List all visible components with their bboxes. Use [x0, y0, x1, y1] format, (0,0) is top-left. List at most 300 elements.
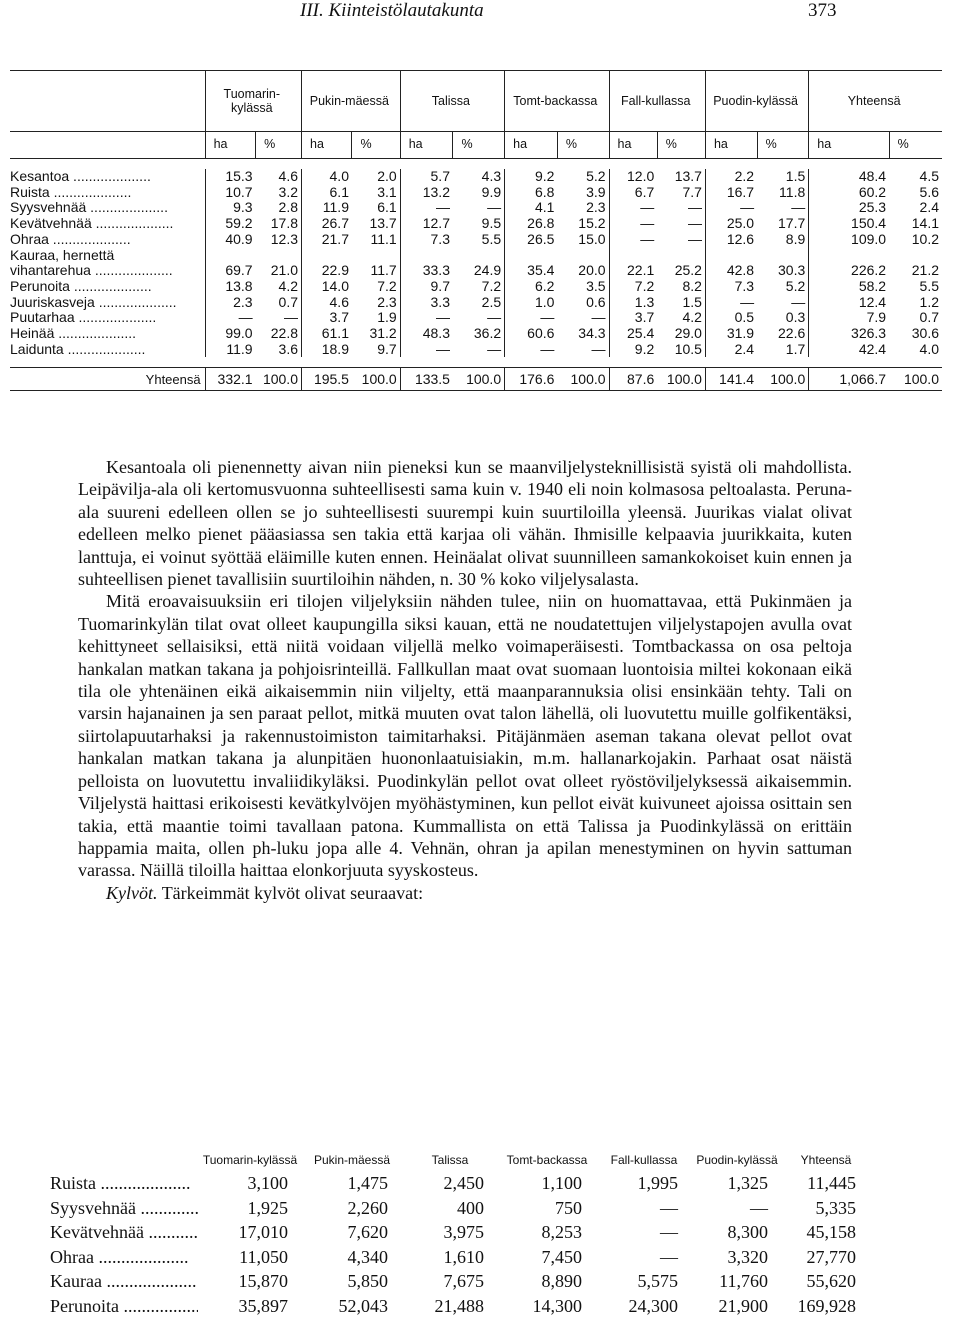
- row-label: Ohraa .....: [50, 1245, 198, 1270]
- table-cell: 31.9: [705, 326, 757, 342]
- table-cell: —: [487, 340, 502, 357]
- table-cell: 1.2: [919, 293, 939, 310]
- table-cell: [657, 248, 705, 264]
- table-cell: 100.0: [557, 368, 609, 391]
- unit-header: ha: [302, 132, 352, 159]
- table-cell: 22.6: [778, 325, 806, 342]
- col-header: Pukin-mäessä: [302, 71, 401, 132]
- table-cell: 4.1: [505, 200, 558, 216]
- table-cell: 87.6: [609, 368, 657, 391]
- table-cell: 9.9: [481, 183, 502, 200]
- table-cell: —: [487, 309, 502, 326]
- table-cell: 100.0: [657, 368, 705, 391]
- table-cell: [609, 248, 657, 264]
- table-cell: —: [609, 200, 657, 216]
- table-cell: 24,300: [628, 1295, 678, 1316]
- table-cell: 0.7: [278, 293, 298, 310]
- table-cell: 169,928: [797, 1295, 856, 1316]
- table-cell: 48.4: [809, 169, 889, 185]
- table-cell: 6.1: [302, 185, 352, 201]
- row-label: Ruista .....: [50, 1171, 198, 1196]
- col-header: Tomt-backassa: [505, 71, 609, 132]
- table-cell: 1,925: [247, 1197, 288, 1218]
- table-cell: [400, 248, 453, 264]
- table-cell: 48.3: [400, 326, 453, 342]
- table-cell: 30.3: [778, 262, 806, 279]
- table-cell: 5.2: [586, 168, 606, 184]
- table-cell: 11.7: [370, 262, 397, 279]
- table-cell: 176.6: [505, 368, 558, 391]
- table-cell: 1.3: [609, 295, 657, 311]
- table-cell: 2,260: [347, 1197, 388, 1218]
- table-cell: 10.2: [911, 230, 939, 247]
- table-cell: 2.4: [919, 199, 939, 216]
- table-cell: 13.7: [369, 215, 397, 232]
- table-cell: 30.6: [911, 325, 939, 342]
- table-cell: 27,770: [806, 1246, 856, 1267]
- table-cell: 3.2: [278, 183, 298, 200]
- table-cell: 5.7: [400, 169, 453, 185]
- unit-header: ha: [705, 132, 757, 159]
- col-header: Pukin-mäessä: [313, 1153, 391, 1167]
- table-cell: 7.3: [705, 279, 757, 295]
- table-cell: 150.4: [809, 216, 889, 232]
- table-cell: 12.0: [609, 169, 657, 185]
- table-cell: 4.2: [682, 309, 702, 326]
- table-cell: 3.5: [586, 277, 606, 294]
- table-cell: [889, 248, 942, 264]
- table-cell: 7.7: [682, 183, 702, 200]
- table-cell: 3,100: [247, 1173, 288, 1193]
- table-cell: 22.8: [270, 325, 298, 342]
- table-cell: 26.7: [302, 216, 352, 232]
- table-cell: 7,450: [541, 1246, 582, 1267]
- table-cell: 400: [457, 1197, 484, 1218]
- header-blank: [10, 71, 205, 132]
- table-cell: —: [687, 199, 702, 216]
- table-cell: 11,445: [807, 1173, 856, 1193]
- unit-header: %: [557, 132, 609, 159]
- table-cell: 15.2: [578, 215, 606, 232]
- table-cell: 326.3: [809, 326, 889, 342]
- table-cell: 21,488: [434, 1295, 484, 1316]
- col-header: Fall-kullassa: [610, 1153, 678, 1167]
- table-cell: —: [687, 215, 702, 232]
- row-label: Kevätvehnää .....: [50, 1220, 198, 1245]
- table-cell: 4.2: [278, 277, 298, 294]
- table-cell: 25.2: [674, 262, 702, 279]
- crop-area-table: [10, 70, 942, 391]
- table-cell: —: [705, 200, 757, 216]
- row-label: Syysvehnää .....: [50, 1196, 198, 1221]
- unit-header-row: [10, 132, 942, 159]
- table-cell: 13.2: [400, 185, 453, 201]
- table-cell: —: [284, 309, 298, 326]
- table-row: [10, 342, 942, 358]
- table-cell: 6.7: [609, 185, 657, 201]
- table-cell: 3.7: [609, 310, 657, 326]
- unit-header: ha: [809, 132, 889, 159]
- table-cell: 6.8: [505, 185, 558, 201]
- table-cell: 22.9: [302, 263, 352, 279]
- row-label: Perunoita .....: [10, 279, 205, 295]
- table-cell: —: [609, 216, 657, 232]
- table-cell: 11,760: [719, 1271, 768, 1291]
- table-cell: 10.7: [205, 185, 255, 201]
- table-cell: 1,995: [637, 1173, 678, 1193]
- table-cell: 24.9: [473, 262, 502, 279]
- table-cell: 11,050: [239, 1246, 288, 1267]
- table-row: [10, 295, 942, 311]
- table-cell: 100.0: [352, 368, 400, 391]
- table-cell: 34.3: [578, 325, 606, 342]
- table-cell: —: [591, 340, 606, 357]
- table-cell: 3.3: [400, 295, 453, 311]
- table-cell: —: [687, 230, 702, 247]
- table-cell: 40.9: [205, 232, 255, 248]
- table-header-row: [10, 71, 942, 132]
- table-cell: 11.1: [370, 230, 397, 247]
- table-cell: 22.1: [609, 263, 657, 279]
- col-header: Tuomarin-kylässä: [202, 1153, 298, 1167]
- table-cell: 6.1: [377, 199, 397, 216]
- table-row: [50, 1294, 870, 1318]
- unit-header: %: [757, 132, 809, 159]
- table-cell: 109.0: [809, 232, 889, 248]
- table-cell: 8,300: [727, 1222, 768, 1242]
- table-row: [10, 279, 942, 295]
- table-cell: 69.7: [205, 263, 255, 279]
- table-cell: 195.5: [302, 368, 352, 391]
- row-label: Perunoita .....: [50, 1294, 198, 1318]
- table-cell: 7.3: [400, 232, 453, 248]
- table-cell: —: [400, 342, 453, 358]
- table-cell: 26.8: [505, 216, 558, 232]
- table-cell: —: [705, 295, 757, 311]
- table-cell: 4.3: [481, 168, 502, 184]
- body-text: [78, 456, 852, 904]
- table-cell: —: [591, 309, 606, 326]
- table-row: [10, 263, 942, 279]
- table-row: [10, 216, 942, 232]
- table-cell: 100.0: [256, 368, 302, 391]
- table-cell: 141.4: [705, 368, 757, 391]
- row-label: Kevätvehnää .....: [10, 216, 205, 232]
- table-cell: 1,100: [541, 1173, 582, 1193]
- table-cell: 5,850: [347, 1271, 388, 1291]
- table-cell: 2.2: [705, 169, 757, 185]
- table-cell: 17.8: [270, 215, 298, 232]
- table-cell: 0.5: [705, 310, 757, 326]
- table-cell: —: [505, 310, 558, 326]
- table-cell: 8,890: [541, 1271, 582, 1291]
- table-cell: 17.7: [778, 215, 806, 232]
- table-cell: [205, 248, 255, 264]
- table-cell: [809, 248, 889, 264]
- table-cell: 1,475: [347, 1173, 388, 1193]
- chapter-title: III. Kiinteistölautakunta: [300, 0, 484, 21]
- table-cell: 4,340: [347, 1246, 388, 1267]
- table-cell: 11.8: [779, 183, 806, 200]
- table-cell: —: [791, 293, 806, 310]
- table-cell: 13.7: [674, 168, 702, 184]
- table-cell: 59.2: [205, 216, 255, 232]
- table-cell: 15.3: [205, 169, 255, 185]
- col-header: Tomt-backassa: [506, 1153, 588, 1167]
- table-cell: [256, 248, 302, 264]
- table-cell: 332.1: [205, 368, 255, 391]
- table-row: [10, 368, 942, 391]
- table-cell: 52,043: [338, 1295, 388, 1316]
- table-cell: 5.6: [919, 183, 939, 200]
- table-row: [50, 1245, 870, 1270]
- table-cell: 7.2: [481, 277, 502, 294]
- table-cell: 99.0: [205, 326, 255, 342]
- table-cell: 1.5: [785, 168, 806, 184]
- header-blank: [50, 1130, 198, 1171]
- table-row: [10, 232, 942, 248]
- table-cell: 1,066.7: [809, 368, 889, 391]
- table-cell: 29.0: [674, 325, 702, 342]
- table-cell: —: [505, 342, 558, 358]
- row-label: Ohraa .....: [10, 232, 205, 248]
- table-cell: 100.0: [453, 368, 505, 391]
- table-cell: 8,253: [541, 1222, 582, 1242]
- col-header: Fall-kullassa: [609, 71, 705, 132]
- table-row: [10, 310, 942, 326]
- table-cell: 42.4: [809, 342, 889, 358]
- table-row: [10, 200, 942, 216]
- table-row: [50, 1171, 870, 1196]
- section-heading: Kylvöt.: [106, 882, 158, 903]
- row-label: Juuriskasveja .....: [10, 295, 205, 311]
- table-cell: —: [791, 199, 806, 216]
- table-cell: 100.0: [757, 368, 809, 391]
- table-cell: 5.5: [919, 277, 939, 294]
- row-label: vihantarehua .....: [10, 263, 205, 279]
- table-cell: 9.3: [205, 200, 255, 216]
- table-cell: [757, 248, 809, 264]
- col-header: Puodin-kylässä: [696, 1153, 778, 1167]
- table-body: [50, 1171, 870, 1318]
- header-blank: [10, 132, 205, 159]
- table-cell: 1.5: [682, 293, 702, 310]
- row-label: Laidunta .....: [10, 342, 205, 358]
- table-cell: 2.3: [377, 293, 397, 310]
- table-cell: 9.7: [400, 279, 453, 295]
- unit-header: ha: [400, 132, 453, 159]
- unit-header: %: [889, 132, 942, 159]
- table-cell: 3.6: [278, 340, 298, 357]
- table-cell: 9.2: [609, 342, 657, 358]
- section-intro: Tärkeimmät kylvöt olivat seuraavat:: [161, 882, 424, 903]
- table-cell: 16.7: [705, 185, 757, 201]
- table-cell: —: [750, 1197, 768, 1218]
- table-cell: 33.3: [400, 263, 453, 279]
- table-cell: 36.2: [473, 325, 502, 342]
- table-cell: 20.0: [578, 262, 606, 279]
- unit-header: ha: [609, 132, 657, 159]
- table-row: [50, 1220, 870, 1245]
- table-cell: 9.2: [505, 169, 558, 185]
- table-row: [50, 1269, 870, 1294]
- table-row: [10, 169, 942, 185]
- table-cell: 1,610: [443, 1246, 484, 1267]
- table-row: [10, 326, 942, 342]
- table-cell: 35,897: [238, 1295, 288, 1316]
- table-cell: 5,575: [637, 1271, 678, 1291]
- table-cell: 18.9: [302, 342, 352, 358]
- table-cell: 11.9: [302, 200, 352, 216]
- table-cell: 4.6: [302, 295, 352, 311]
- table-cell: —: [609, 232, 657, 248]
- table-cell: 6.2: [505, 279, 558, 295]
- col-header: Talissa: [431, 1153, 469, 1167]
- running-header: [0, 0, 960, 26]
- row-label: Ruista .....: [10, 185, 205, 201]
- table-cell: 1,325: [727, 1173, 768, 1193]
- table-row: [50, 1196, 870, 1221]
- table-cell: 0.3: [785, 309, 806, 326]
- table-cell: 25.4: [609, 326, 657, 342]
- table-cell: 10.5: [674, 340, 702, 357]
- table-cell: 5.5: [481, 230, 502, 247]
- table-cell: 11.9: [205, 342, 255, 358]
- table-cell: 13.8: [205, 279, 255, 295]
- table-cell: [302, 248, 352, 264]
- col-header: Yhteensä: [809, 71, 942, 132]
- table-cell: 4.6: [278, 168, 298, 184]
- table-cell: —: [660, 1197, 678, 1218]
- table-cell: 0.6: [586, 293, 606, 310]
- table-cell: 100.0: [889, 368, 942, 391]
- table-cell: 12.7: [400, 216, 453, 232]
- table-cell: 12.6: [705, 232, 757, 248]
- table-cell: 9.5: [481, 215, 502, 232]
- table-cell: 5.2: [785, 277, 806, 294]
- table-cell: 0.7: [919, 309, 939, 326]
- table-cell: [453, 248, 505, 264]
- page-number: 373: [808, 0, 837, 21]
- table-cell: —: [660, 1246, 678, 1267]
- table-cell: 60.2: [809, 185, 889, 201]
- table-cell: 15,870: [238, 1271, 288, 1291]
- table-cell: 4.0: [302, 169, 352, 185]
- table-cell: 26.5: [505, 232, 558, 248]
- table-cell: 12.3: [270, 230, 298, 247]
- table-cell: —: [487, 199, 502, 216]
- table-cell: 750: [555, 1197, 582, 1218]
- table-cell: 1.7: [785, 340, 806, 357]
- table-cell: 3.1: [377, 183, 397, 200]
- table-cell: —: [400, 310, 453, 326]
- col-header: Yhteensä: [800, 1153, 852, 1167]
- table-cell: 3.9: [586, 183, 606, 200]
- table-cell: 133.5: [400, 368, 453, 391]
- table-cell: 226.2: [809, 263, 889, 279]
- table-cell: 7.9: [809, 310, 889, 326]
- table-cell: 2.0: [377, 168, 397, 184]
- sowing-table: [50, 1130, 870, 1318]
- table-cell: 3,975: [443, 1222, 484, 1242]
- table-cell: 42.8: [705, 263, 757, 279]
- table-cell: 25.0: [705, 216, 757, 232]
- table-cell: 45,158: [806, 1222, 856, 1242]
- table-cell: 2.3: [586, 199, 606, 216]
- table-cell: 5,335: [815, 1197, 856, 1218]
- table-cell: 61.1: [302, 326, 352, 342]
- paragraph: [78, 882, 852, 904]
- row-label: Kesantoa .....: [10, 169, 205, 185]
- col-header: Talissa: [400, 71, 504, 132]
- table-cell: [352, 248, 400, 264]
- row-label: Kauraa, hernettä: [10, 247, 115, 263]
- table-cell: 2,450: [443, 1173, 484, 1193]
- row-label: Puutarhaa .....: [10, 310, 205, 326]
- table-cell: [505, 248, 558, 264]
- unit-header: %: [657, 132, 705, 159]
- paragraph: Mitä eroavaisuuksiin eri tilojen viljelyksiin nähden tulee, niin on huomattavaa, että Pukinmäen ja Tuomarinkylän tilat ovat olleet kaupungilla siksi kauan, että ne noudatettujen viljelystapojen avulla ovat kehittyneet sellaisiksi, että niitä voidaan viljellä melko voimaperäisesti. Tomtbackassa on osa peltoja hankalan matkan takana ja pohjoisrinteillä. Fallkullan maat ovat suomaan luontoisia miltei kokonaan eikä tila ole yhtenäinen eikä aikaisemmin niin viljelty, että maanparannuksia olisi ensinkään tehty. Tali on varsin hajanainen ja sen paraat pellot, mitkä muuten ovat talon lähellä, oli luovutettu muille golfikentäksi, siirtolapuutarhaksi ja rakennustoimiston taimitarhaksi. Pitäjänmäen aseman takana olevat pellot ovat hankalan matkan takana ja alunpitäen huononlaatuisiakin, m.m. hallanarkojakin. Parhaat osat näistä pelloista on luovutettu invaliidikyläksi. Puodinkylän pellot ovat olleet ryöstöviljelyksessä aikaisemmin. Viljelystä haittasi erikoisesti kevätkylvöjen myöhästyminen, kun pellot eivät kuivuneet ajoissa osittain sen takia, että maantie toimi tavallaan patona. Kummallista on että Talissa ja Puodinkylässä on erittäin happamia maita, ollen ph-luku jopa alle 4. Vehnän, ohran ja apilan menestyminen on hyvin sattuman varassa. Näillä tiloilla haittaa elonkorjuuta syyskosteus.: [78, 591, 852, 881]
- table-row: [10, 185, 942, 201]
- table-cell: 14.0: [302, 279, 352, 295]
- table-header-row: [50, 1130, 870, 1171]
- table-cell: 14,300: [532, 1295, 582, 1316]
- table-cell: —: [400, 200, 453, 216]
- table-cell: 17,010: [238, 1222, 288, 1242]
- table-cell: 7,675: [443, 1271, 484, 1291]
- table-cell: [705, 248, 757, 264]
- table-cell: 3,320: [727, 1246, 768, 1267]
- table-cell: 8.9: [785, 230, 806, 247]
- unit-header: ha: [205, 132, 255, 159]
- table-cell: 12.4: [809, 295, 889, 311]
- row-label: Yhteensä: [10, 368, 205, 391]
- table-cell: 31.2: [369, 325, 397, 342]
- table-cell: 2.4: [705, 342, 757, 358]
- unit-header: %: [256, 132, 302, 159]
- table-cell: 2.8: [278, 199, 298, 216]
- table-cell: 21.2: [911, 262, 939, 279]
- table-cell: 21.0: [270, 262, 298, 279]
- table-cell: 1.9: [377, 309, 397, 326]
- table-cell: 7.2: [377, 277, 397, 294]
- table-cell: 4.5: [919, 168, 939, 184]
- table-row: [10, 248, 942, 264]
- paragraph: Kesantoala oli pienennetty aivan niin pieneksi kun se maanviljelysteknillisistä syistä oli mahdollista. Leipävilja-ala oli kertomusvuonna suhteellisesti sama kuin v. 1940 eli noin kolmasosa peltoalasta. Peruna-ala suureni edelleen ollen se jo suhteellisesti suurempi kuin suurtiloilla yleensä. Juurikas vialat olivat edelleen melko pienet pääasiassa sen takia että karjaa oli vähän. Ihmisille kelpaavia juurikkaita, kuten lanttuja, ei voinut syöttää eläimille kuten ennen. Heinäalat olivat suunnilleen samankokoiset kuin ennen ja suhteellisen pienet tavallisiin suurtiloihin nähden, n. 30 % koko viljelysalasta.: [78, 457, 852, 590]
- table-cell: 15.0: [578, 230, 606, 247]
- table-cell: 21,900: [718, 1295, 768, 1316]
- table-cell: [557, 248, 609, 264]
- table-cell: 3.7: [302, 310, 352, 326]
- table-cell: 4.0: [919, 340, 939, 357]
- table-cell: 7,620: [347, 1222, 388, 1242]
- table-cell: 60.6: [505, 326, 558, 342]
- row-label: Syysvehnää .....: [10, 200, 205, 216]
- table-cell: 21.7: [302, 232, 352, 248]
- table-cell: 7.2: [609, 279, 657, 295]
- table-cell: —: [660, 1222, 678, 1242]
- table-cell: 58.2: [809, 279, 889, 295]
- table-cell: 55,620: [806, 1271, 856, 1291]
- table-cell: 9.7: [377, 340, 397, 357]
- table-cell: 14.1: [911, 215, 939, 232]
- unit-header: %: [453, 132, 505, 159]
- table-cell: 2.5: [481, 293, 502, 310]
- unit-header: %: [352, 132, 400, 159]
- table-cell: 2.3: [205, 295, 255, 311]
- table-cell: 1.0: [505, 295, 558, 311]
- table-cell: —: [205, 310, 255, 326]
